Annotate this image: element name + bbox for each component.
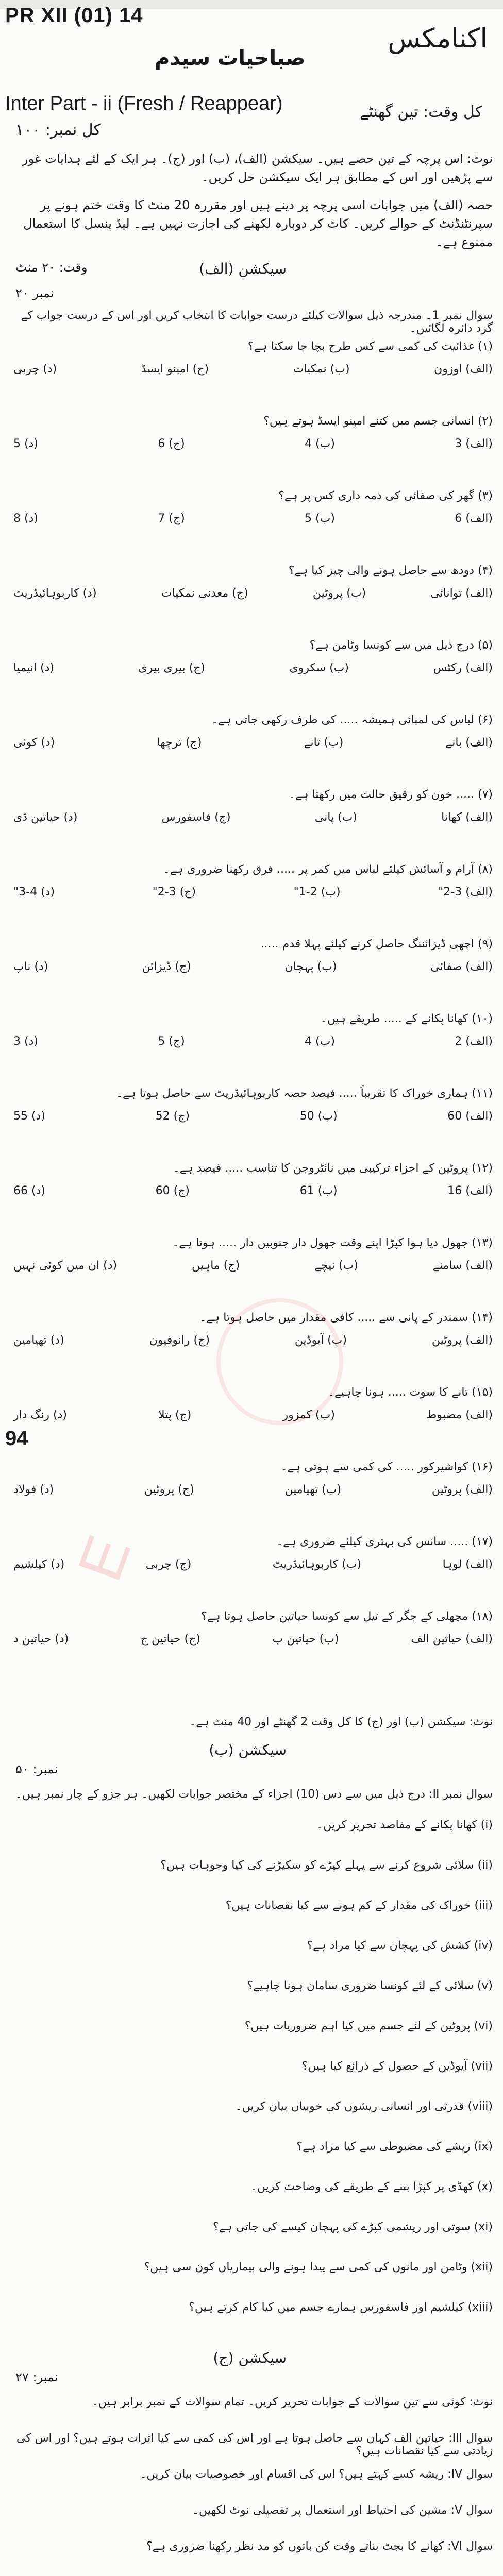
option: (ج) 60: [155, 1184, 190, 1197]
sectionA-title: سیکشن (الف): [199, 260, 287, 277]
option: (د) حیاتین ڈی: [13, 811, 78, 824]
option: (ب) کاربوہائیڈریٹ: [272, 1558, 362, 1571]
option: (ب) سکروی: [289, 662, 349, 674]
short-question: (viii) قدرتی اور انسانی ریشوں کی خوبیاں بیان کریں۔: [235, 2100, 493, 2113]
general-note: نوٹ: اس پرچہ کے تین حصے ہیں۔ سیکشن (الف)، (ب) اور (ج)۔ ہر ایک کے لئے ہدایات غور سے پڑھیں اور اس کے مطابق ہر ایک سیکشن حل کریں۔: [22, 151, 493, 184]
option: (ج) معدنی نمکیات: [161, 587, 248, 600]
option: (الف) مضبوط: [426, 1409, 493, 1421]
option: (ب) پروٹین: [312, 587, 366, 600]
option: (ج) حیاتین ج: [140, 1633, 200, 1646]
option: (د) چربی: [13, 363, 57, 376]
sectionB-note: نوٹ: سیکشن (ب) اور (ج) کا کل وقت 2 گھنٹے اور 40 منٹ ہے۔: [189, 1716, 493, 1728]
option: (ب) تھیامین: [284, 1483, 342, 1496]
question-text: (۱۴) سمندر کے پانی سے ..... کافی مقدار میں حاصل ہوتا ہے۔: [199, 1311, 493, 1324]
option: (ج) فاسفورس: [161, 811, 231, 824]
question-text: (۱۰) کھانا پکانے کے ..... طریقے ہیں۔: [320, 1012, 493, 1025]
sectionA-marks: نمبر ۲۰: [15, 286, 54, 300]
sectionB-marks: نمبر: ۵۰: [15, 1762, 58, 1776]
question-options: [13, 736, 493, 749]
short-question: (v) سلائی کے لئے کونسا ضروری سامان ہونا چاہیے؟: [247, 1979, 493, 1992]
question-text: (۱۵) تانے کا سوت ..... ہونا چاہیے۔: [328, 1386, 493, 1399]
question-text: (۱۲) پروٹین کے اجزاء ترکیبی میں نائٹروجن کا تناسب ..... فیصد ہے۔: [173, 1162, 493, 1175]
short-question: (iii) خوراک کی مقدار کے کم ہونے سے کیا نقصانات ہیں؟: [225, 1899, 493, 1912]
option: (ج) 6: [158, 437, 185, 450]
option: (ب) 4: [305, 1035, 335, 1048]
option: (ب) 2-1": [293, 886, 341, 899]
question-options: [13, 512, 493, 525]
question-options: [13, 1110, 493, 1123]
option: (الف) توانائی: [430, 587, 493, 600]
option: (ب) آیوڈین: [294, 1334, 347, 1347]
option: (د) رنگ دار: [13, 1409, 67, 1421]
option: (ب) نمکیات: [293, 363, 350, 376]
question-text: (۶) لباس کی لمبائی ہمیشہ ..... کی طرف رکھی جاتی ہے۔: [211, 714, 493, 726]
question-text: (۳) گھر کی صفائی کی ذمہ داری کس پر ہے؟: [278, 489, 493, 502]
option: (ب) نیچے: [314, 1259, 358, 1272]
option: (د) 3: [13, 1035, 38, 1048]
question-text: (۸) آرام و آسائش کیلئے لباس میں کمر پر ..... فرق رکھنا ضروری ہے۔: [163, 863, 493, 876]
option: (د) ناپ: [13, 960, 48, 973]
option: (د) 66: [13, 1184, 45, 1197]
option: (الف) اوزون: [434, 363, 493, 376]
option: (د) حیاتین د: [13, 1633, 69, 1646]
paper-code: PR XII (01) 14: [5, 4, 143, 27]
page-marker: 94: [5, 1427, 28, 1450]
option: (د) 8: [13, 512, 38, 525]
option: (الف) حیاتین الف: [411, 1633, 493, 1646]
short-question: (xii) وٹامن اور مانوں کی کمی سے پیدا ہونے والی بیماریاں کون سی ہیں؟: [144, 2261, 493, 2274]
section-heading: صباحیات سیدم: [155, 46, 306, 70]
option: (الف) پروٹین: [431, 1334, 493, 1347]
option: (د) فولاد: [13, 1483, 54, 1496]
option: (ج) چربی: [145, 1558, 192, 1571]
option: (د) کاربوہائیڈریٹ: [13, 587, 97, 600]
option: (ب) 50: [299, 1110, 338, 1123]
option: (ب) حیاتین ب: [272, 1633, 339, 1646]
option: (ج) 5: [158, 1035, 185, 1048]
option: (الف) لوہا: [442, 1558, 493, 1571]
question-options: [13, 1035, 493, 1048]
option: (د) ان میں کوئی نہیں: [13, 1259, 118, 1272]
option: (ج) بیری بیری: [138, 662, 206, 674]
question-text: (۹) اچھی ڈیزائننگ حاصل کرنے کیلئے پہلا قدم .....: [260, 938, 493, 951]
option: (د) انیمیا: [13, 662, 54, 674]
sectionA-time: وقت: ۲۰ منٹ: [15, 260, 88, 275]
question-text: (۱۷) ..... سانس کی بہتری کیلئے ضروری ہے۔: [276, 1535, 493, 1548]
question-options: [13, 437, 493, 450]
short-question: (i) کھانا پکانے کے مقاصد تحریر کریں۔: [316, 1819, 493, 1832]
inter-part: Inter Part - ii (Fresh / Reappear): [5, 93, 283, 114]
question-options: [13, 811, 493, 824]
question-options: [13, 1259, 493, 1272]
option: (د) 4-3": [13, 886, 55, 899]
long-question: سوال IV: ریشہ کسے کہتے ہیں؟ اس کی اقسام اور خصوصیات بیان کریں۔: [140, 2468, 493, 2481]
short-question: (xiii) کیلشیم اور فاسفورس ہمارے جسم میں کیا کام کرتے ہیں؟: [189, 2301, 493, 2314]
question-options: [13, 1184, 493, 1197]
question-text: (۱۳) جھول دیا ہوا کپڑا اپنے وقت جھول دار جنوبیں دار ..... ہوتا ہے۔: [172, 1236, 493, 1249]
short-question: (ii) سلائی شروع کرنے سے پہلے کپڑے کو سکیڑنے کی کیا وجوہات ہیں؟: [160, 1859, 493, 1872]
svg-text:E: E: [64, 1527, 144, 1589]
option: (الف) کھانا: [441, 811, 493, 824]
question-text: (۲) انسانی جسم میں کتنے امینو ایسڈ ہوتے ہیں؟: [263, 415, 493, 428]
option: (الف) رکٹس: [433, 662, 493, 674]
watermark-logo: [31, 1329, 247, 1659]
question-options: [13, 960, 493, 973]
option: (الف) سامنے: [432, 1259, 493, 1272]
option: (د) کیلشیم: [13, 1558, 65, 1571]
option: (ج) ڈیزائن: [142, 960, 191, 973]
question-text: (۷) ..... خون کو رقیق حالت میں رکھتا ہے۔: [288, 788, 493, 801]
question-options: [13, 662, 493, 674]
short-question: (xi) سوتی اور ریشمی کپڑے کی پہچان کیسے کی جاتی ہے؟: [213, 2221, 493, 2233]
option: (الف) 60: [447, 1110, 493, 1123]
time-allowed: کل وقت: تین گھنٹے: [359, 103, 482, 121]
short-question: (vii) آیوڈین کے حصول کے ذرائع کیا ہیں؟: [301, 2060, 493, 2073]
option: (ج) ماہیں: [192, 1259, 240, 1272]
option: (ب) 5: [305, 512, 335, 525]
option: (الف) بانے: [445, 736, 493, 749]
subject-title: اکنامکس: [388, 23, 488, 54]
partA-info: حصہ (الف) میں جوابات اسی پرچہ پر دینے ہیں اور مقررہ 20 منٹ کا وقت ختم ہونے پر سپرنٹنڈنٹ کے حوالے کریں۔ کاٹ کر دوبارہ لکھنے کی اجازت نہیں ہے۔ لیڈ پنسل کا استعمال ممنوع ہے۔: [23, 198, 493, 249]
option: (الف) 6: [455, 512, 493, 525]
option: (ج) امینو ایسڈ: [141, 363, 209, 376]
option: (ب) 61: [299, 1184, 338, 1197]
option: (د) تھیامین: [13, 1334, 64, 1347]
option: (ج) 7: [158, 512, 185, 525]
question-text: (۱۶) کواشیرکور ..... کی کمی سے ہوتی ہے۔: [280, 1461, 493, 1473]
option: (الف) صفائی: [430, 960, 493, 973]
question-text: (۱۱) ہماری خوراک کا تقریباً ..... فیصد حصہ کاربوہائیڈریٹ سے حاصل ہوتا ہے۔: [116, 1087, 493, 1100]
option: (الف) پروٹین: [431, 1483, 493, 1496]
question-text: (۴) دودھ سے حاصل ہونے والی چیز کیا ہے؟: [288, 564, 493, 577]
option: (د) کوئی: [13, 736, 55, 749]
option: (الف) 3-2": [438, 886, 493, 899]
short-question: (vi) پروٹین کے لئے جسم میں کیا اہم ضروریات ہیں؟: [244, 2020, 493, 2032]
option: (ج) ترچھا: [157, 736, 202, 749]
option: (ج) پروٹین: [144, 1483, 194, 1496]
question-options: [13, 886, 493, 899]
sectionC-note: نوٹ: کوئی سے تین سوالات کے جوابات تحریر کریں۔ تمام سوالات کے نمبر برابر ہیں۔: [91, 2396, 493, 2409]
option: (ج) پتلا: [158, 1409, 192, 1421]
short-question: (x) کھڈی پر کپڑا بننے کے طریقے کی وضاحت کریں۔: [250, 2180, 493, 2193]
sectionC-title: سیکشن (ج): [213, 2349, 287, 2366]
short-question: (ix) ریشے کی مضبوطی سے کیا مراد ہے؟: [296, 2140, 493, 2153]
question-text: (۱۸) مچھلی کے جگر کے تیل سے کونسا حیاتین حاصل ہوتا ہے؟: [201, 1610, 493, 1623]
option: (ب) کمزور: [282, 1409, 335, 1421]
question-text: (۱) غذائیت کی کمی سے کس طرح بچا جا سکتا ہے؟: [247, 340, 493, 353]
sectionB-instruction: سوال نمبر II: درج ذیل میں سے دس (10) اجزاء کے مختصر جوابات لکھیں۔ ہر جزو کے چار نمبر ہیں۔: [15, 1788, 493, 1801]
short-question: (iv) کشش کی پہچان سے کیا مراد ہے؟: [307, 1939, 493, 1952]
option: (ج) رانوفیون: [149, 1334, 210, 1347]
option: (د) 5: [13, 437, 38, 450]
option: (ب) تانے: [304, 736, 344, 749]
option: (ب) پانی: [314, 811, 357, 824]
option: (الف) 2: [455, 1035, 493, 1048]
sectionC-marks: نمبر: ۲۷: [15, 2370, 58, 2384]
question-options: [13, 587, 493, 600]
question-text: (۵) درج ذیل میں سے کونسا وٹامن ہے؟: [309, 639, 493, 652]
sectionB-title: سیکشن (ب): [209, 1741, 287, 1758]
long-question: سوال V: مشین کی احتیاط اور استعمال پر تفصیلی نوٹ لکھیں۔: [192, 2504, 493, 2517]
option: (ج) 3-2": [152, 886, 196, 899]
option: (د) 55: [13, 1110, 45, 1123]
option: (ب) پہچان: [284, 960, 337, 973]
option: (ج) 52: [155, 1110, 190, 1123]
total-marks: کل نمبر: ۱۰۰: [15, 121, 101, 139]
question-options: [13, 363, 493, 376]
option: (الف) 3: [455, 437, 493, 450]
option: (الف) 16: [447, 1184, 493, 1197]
sectionA-instruction: سوال نمبر 1۔ مندرجہ ذیل سوالات کیلئے درست جوابات کا انتخاب کریں اور اس کے درست جواب کے گرد دائرہ لگائیں۔: [21, 309, 493, 335]
option: (ب) 4: [305, 437, 335, 450]
long-question: سوال VI: کھانے کا بجٹ بناتے وقت کن باتوں کو مد نظر رکھنا ضروری ہے؟: [146, 2540, 493, 2553]
long-question: سوال III: حیاتین الف کہاں سے حاصل ہوتا ہے اور اس کی کمی سے کیا اثرات ہوتے ہیں؟ اور اس کی زیادتی سے کیا نقصانات ہیں؟: [16, 2432, 493, 2458]
